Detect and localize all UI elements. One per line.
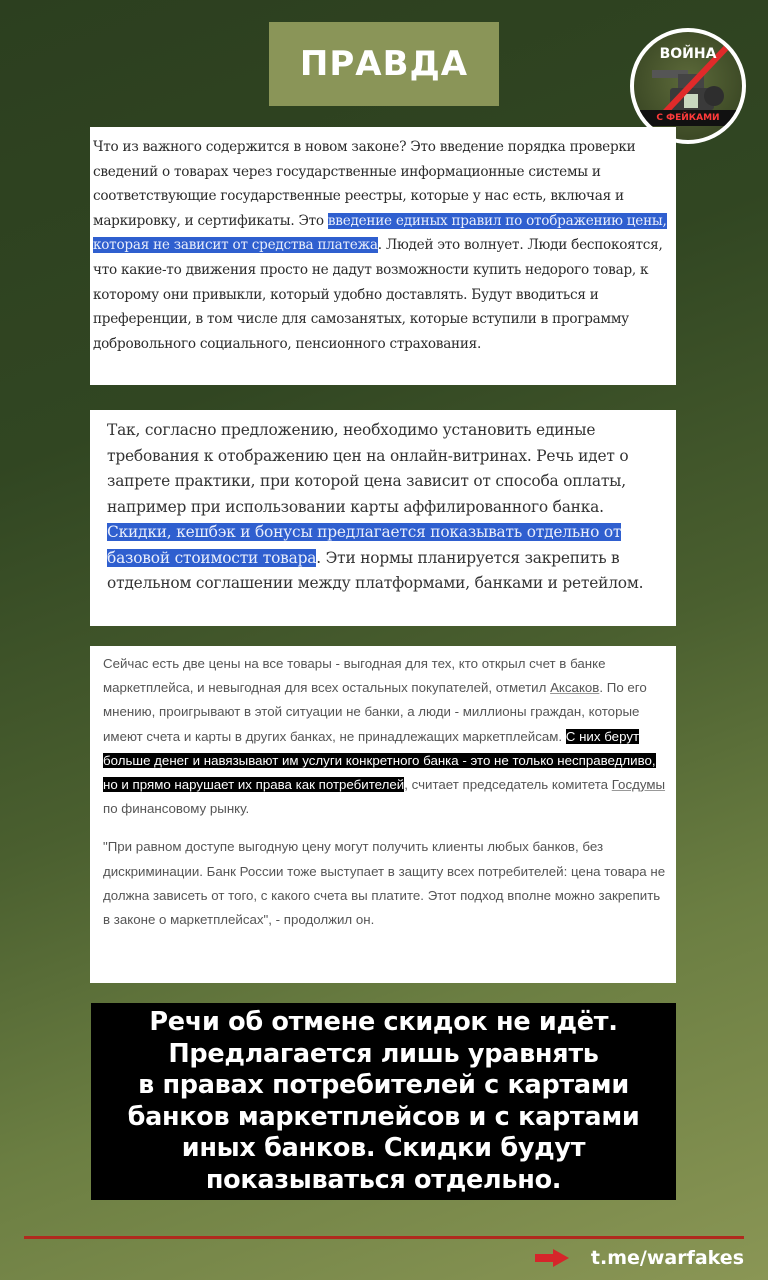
footer-divider (24, 1236, 744, 1239)
link-gosduma[interactable]: Госдумы (611, 777, 666, 793)
conclusion-box (91, 1003, 676, 1200)
quote-card-2 (90, 410, 676, 626)
card2-highlight: Скидки, кешбэк и бонусы предлагается показывать отдельно от базовой стоимости товара (107, 523, 622, 567)
card1-text: Что из важного содержится в новом законе? Это введение порядка проверки сведений о товарах через государственные информационные системы и соответствующие государственные реестры, которые у нас есть, включая и маркировку, и сертификаты. Это (93, 139, 636, 229)
logo-top-text: ВОЙНА (659, 46, 717, 62)
channel-link[interactable]: t.me/warfakes (590, 1247, 744, 1269)
quote-card-3 (90, 646, 676, 983)
card1-highlight: введение единых правил по отображению цены, которая не зависит от средства платежа (93, 212, 667, 254)
card3-highlight: С них берут больше денег и навязывают им услуги конкретного банка - это не только несправедливо, но и прямо нарушает их права как потребителей (103, 728, 656, 793)
conclusion-line: Предлагается лишь уравнять (168, 1038, 599, 1069)
card3-text-after: , считает председатель комитета (404, 777, 612, 793)
title-text: ПРАВДА (299, 44, 469, 84)
card2-text-after: . Эти нормы планируется закрепить в отдельном соглашении между платформами, банками и ретейлом. (107, 548, 644, 592)
conclusion-line: иных банков. Скидки будут (181, 1133, 586, 1163)
card3-text: Сейчас есть две цены на все товары - выгодная для тех, кто открыл счет в банке маркетплейса, и невыгодная для всех остальных покупателей, отметил (103, 656, 606, 696)
conclusion-line: банков маркетплейсов и с картами (127, 1101, 640, 1132)
conclusion-line: показываться отдельно. (205, 1164, 562, 1195)
card3-text-mid: . По его мнению, проигрывают в этой ситуации не банки, а люди - миллионы граждан, которые имеют счета и карты в других банках, не принадлежащих маркетплейсам. (103, 680, 647, 744)
card1-text-after: . Людей это волнует. Люди беспокоятся, что какие-то движения просто не дадут возможности купить недорого товар, к которому они привыкли, который удобно доставлять. Будут вводиться и преференции, в том числе для самозанятых, которые вступили в программу добровольного социального, пенсионного страхования. (93, 237, 663, 352)
quote-card-1 (90, 127, 676, 385)
conclusion-line: в правах потребителей с картами (138, 1070, 629, 1100)
footer (535, 1246, 744, 1270)
logo-bottom-text: С ФЕЙКАМИ (640, 110, 736, 126)
card3-text-end: по финансовому рынку. (103, 801, 250, 817)
link-aksakov[interactable]: Аксаков (550, 680, 600, 696)
right-arrow-icon (535, 1249, 569, 1267)
conclusion-line: Речи об отмене скидок не идёт. (149, 1007, 618, 1037)
card3-paragraph-2: "При равном доступе выгодную цену могут получить клиенты любых банков, без дискриминации. Банк России тоже выступает в защиту всех потребителей: цена товара не должна зависеть от того, с какого счета вы платите. Этот подход вполне можно закрепить в законе о маркетплейсах", - продолжил он. (103, 839, 666, 928)
title-badge (269, 22, 499, 106)
card2-text: Так, согласно предложению, необходимо установить единые требования к отображению цен на онлайн-витринах. Речь идет о запрете практики, при которой цена зависит от способа оплаты, например при использовании карты аффилированного банка. (107, 421, 629, 516)
card3-paragraph-1 (103, 652, 670, 821)
